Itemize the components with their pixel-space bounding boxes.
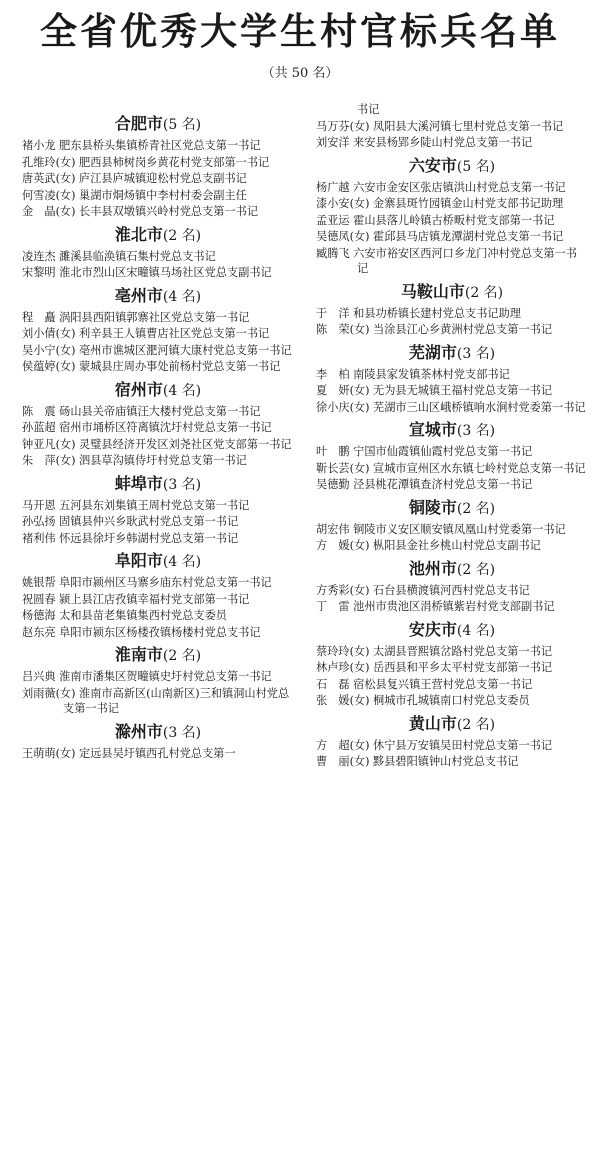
person-position: 巢湖市烔炀镇中李村村委会副主任 bbox=[79, 188, 247, 202]
city-name: 亳州市 bbox=[114, 285, 163, 305]
city-name: 六安市 bbox=[408, 155, 457, 175]
list-item bbox=[22, 592, 294, 608]
list-item bbox=[22, 686, 294, 717]
person-position: 泗县草沟镇侍圩村党总支第一书记 bbox=[79, 454, 247, 467]
person-position: 岳西县和平乡太平村党支部第一书记 bbox=[373, 661, 553, 674]
city-heading bbox=[22, 282, 294, 310]
person-name: 程 矗 bbox=[22, 310, 56, 324]
person-name: 方 媛(女) bbox=[316, 539, 370, 552]
list-item bbox=[316, 660, 588, 676]
person-position: 无为县无城镇王福村党总支第一书记 bbox=[373, 384, 553, 397]
list-item bbox=[316, 180, 588, 196]
person-name: 漆小安(女) bbox=[316, 197, 370, 210]
list-item bbox=[22, 437, 294, 453]
person-position: 肥东县桥头集镇桥青社区党总支第一书记 bbox=[59, 139, 261, 152]
person-name: 祝圆春 bbox=[22, 592, 56, 606]
person-name: 方秀彩(女) bbox=[316, 583, 370, 597]
person-position: 六安市裕安区西河口乡龙门冲村党总支第一书记 bbox=[353, 246, 577, 275]
city-heading bbox=[316, 278, 588, 306]
person-name: 陈 震 bbox=[22, 404, 56, 418]
list-item bbox=[22, 746, 294, 762]
city-count: (4 名) bbox=[456, 622, 496, 639]
person-name: 刘雨薇(女) bbox=[22, 686, 76, 700]
right-column bbox=[316, 102, 588, 771]
list-item bbox=[22, 608, 294, 624]
person-position: 金寨县斑竹园镇金山村党支部书记助理 bbox=[373, 197, 564, 210]
list-item bbox=[22, 531, 294, 547]
person-position: 五河县东刘集镇王周村党总支第一书记 bbox=[59, 498, 250, 512]
person-position: 定远县吴圩镇西孔村党总支第一 bbox=[79, 746, 236, 760]
person-name: 褚利伟 bbox=[22, 531, 56, 545]
city-count: (2 名) bbox=[456, 716, 496, 733]
person-position: 宿州市埇桥区符离镇沈圩村党总支第一书记 bbox=[59, 421, 272, 434]
person-position: 凤阳县大溪河镇七里村党总支第一书记 bbox=[373, 119, 564, 133]
person-position: 来安县杨郢乡陡山村党总支第一书记 bbox=[353, 136, 533, 149]
city-count: (3 名) bbox=[456, 345, 496, 362]
city-name: 宣城市 bbox=[408, 420, 457, 439]
list-item bbox=[22, 188, 294, 204]
person-name: 于 洋 bbox=[316, 306, 350, 320]
list-item bbox=[316, 599, 588, 615]
person-name: 侯蕴婷(女) bbox=[22, 360, 76, 373]
city-name: 安庆市 bbox=[408, 619, 457, 639]
person-name: 孙弘扬 bbox=[22, 515, 56, 528]
city-count: (2 名) bbox=[456, 561, 496, 578]
list-item bbox=[316, 229, 588, 245]
person-position: 庐江县庐城镇迎松村党总支副书记 bbox=[79, 172, 247, 185]
city-name: 芜湖市 bbox=[408, 342, 457, 362]
person-position: 石台县横渡镇河西村党总支书记 bbox=[373, 583, 530, 597]
person-position: 太和县苗老集镇集西村党总支委员 bbox=[59, 609, 227, 622]
list-item bbox=[316, 196, 588, 212]
person-position: 利辛县王人镇曹店社区党总支第一书记 bbox=[79, 327, 270, 340]
person-name: 马万芬(女) bbox=[316, 119, 370, 133]
person-name: 朱 萍(女) bbox=[22, 454, 76, 467]
city-heading bbox=[22, 221, 294, 249]
person-name: 唐英武(女) bbox=[22, 172, 76, 185]
person-name: 宋黎明 bbox=[22, 266, 56, 279]
list-item bbox=[316, 213, 588, 229]
city-count: (5 名) bbox=[456, 158, 496, 175]
left-column bbox=[22, 110, 294, 762]
city-name: 铜陵市 bbox=[408, 497, 457, 517]
city-count: (4 名) bbox=[162, 382, 202, 399]
person-position: 池州市贵池区涓桥镇紫岩村党支部副书记 bbox=[353, 600, 555, 613]
city-name: 阜阳市 bbox=[114, 551, 163, 570]
city-name: 滁州市 bbox=[114, 721, 163, 741]
list-item bbox=[316, 367, 588, 383]
person-name: 李 柏 bbox=[316, 367, 350, 381]
list-item bbox=[316, 644, 588, 660]
person-position: 霍邱县马店镇龙潭湖村党总支第一书记 bbox=[373, 230, 564, 243]
person-name: 何雪凌(女) bbox=[22, 188, 76, 202]
person-position: 阜阳市颍州区马寨乡庙东村党总支第一书记 bbox=[59, 576, 272, 589]
person-position: 涡阳县西阳镇郭寨社区党总支第一书记 bbox=[59, 310, 250, 324]
list-item bbox=[22, 155, 294, 171]
person-position: 濉溪县临涣镇石集村党总支书记 bbox=[59, 249, 216, 263]
person-position: 南陵县家发镇茶林村党支部书记 bbox=[353, 367, 510, 381]
city-heading bbox=[316, 339, 588, 367]
person-name: 胡宏伟 bbox=[316, 522, 350, 536]
list-item bbox=[316, 246, 588, 277]
person-position: 宿松县复兴镇王营村党总支第一书记 bbox=[353, 677, 533, 691]
list-item bbox=[316, 583, 588, 599]
list-item bbox=[316, 135, 588, 151]
list-item bbox=[22, 575, 294, 591]
person-name: 丁 雷 bbox=[316, 600, 350, 613]
list-item bbox=[22, 171, 294, 187]
city-count: (2 名) bbox=[456, 500, 496, 517]
city-count: (4 名) bbox=[162, 554, 202, 570]
city-heading bbox=[22, 110, 294, 138]
person-position: 桐城市孔城镇南口村党总支委员 bbox=[373, 694, 530, 707]
city-count: (2 名) bbox=[162, 648, 202, 664]
person-position: 宣城市宣州区水东镇七岭村党总支第一书记 bbox=[373, 461, 586, 475]
city-count: (3 名) bbox=[162, 476, 202, 493]
person-name: 方 超(女) bbox=[316, 738, 370, 752]
person-name: 王萌萌(女) bbox=[22, 746, 76, 760]
list-item bbox=[22, 359, 294, 375]
city-count: (4 名) bbox=[162, 288, 202, 305]
person-position: 六安市金安区张店镇洪山村党总支第一书记 bbox=[353, 180, 566, 194]
person-position: 阜阳市颍东区杨楼孜镇杨楼村党总支书记 bbox=[59, 625, 261, 639]
page-subtitle: （共 50 名） bbox=[261, 66, 339, 81]
list-item bbox=[316, 522, 588, 538]
list-item bbox=[316, 738, 588, 754]
city-name: 宿州市 bbox=[114, 379, 163, 399]
city-name: 蚌埠市 bbox=[114, 473, 163, 493]
page-title: 全省优秀大学生村官标兵名单 bbox=[40, 10, 560, 53]
person-name: 刘安洋 bbox=[316, 136, 350, 149]
city-heading bbox=[22, 718, 294, 746]
city-heading bbox=[316, 555, 588, 583]
person-position: 砀山县关帝庙镇汪大楼村党总支第一书记 bbox=[59, 404, 261, 418]
person-name: 杨广越 bbox=[316, 180, 350, 194]
city-name: 马鞍山市 bbox=[400, 281, 465, 301]
city-heading bbox=[316, 710, 588, 738]
person-name: 赵东亮 bbox=[22, 625, 56, 639]
person-position: 淮北市烈山区宋疃镇马场社区党总支副书记 bbox=[59, 266, 272, 279]
list-item bbox=[22, 625, 294, 641]
list-item bbox=[22, 669, 294, 685]
list-item bbox=[316, 322, 588, 338]
list-item bbox=[316, 306, 588, 322]
person-name: 靳长芸(女) bbox=[316, 461, 370, 475]
list-item bbox=[316, 461, 588, 477]
person-position: 淮南市高新区(山南新区)三和镇洞山村党总支第一书记 bbox=[63, 686, 290, 715]
person-position: 和县功桥镇长建村党总支书记助理 bbox=[353, 306, 521, 320]
person-name: 钟亚凡(女) bbox=[22, 437, 76, 451]
person-name: 陈 荣(女) bbox=[316, 323, 370, 336]
person-name: 刘小倩(女) bbox=[22, 327, 76, 340]
city-name: 淮南市 bbox=[114, 645, 163, 664]
person-position: 铜陵市义安区顺安镇凤凰山村党委第一书记 bbox=[353, 522, 566, 536]
person-position: 长丰县双墩镇兴岭村党总支第一书记 bbox=[79, 205, 259, 218]
person-position: 枞阳县金社乡桃山村党总支副书记 bbox=[373, 539, 541, 552]
list-item bbox=[22, 514, 294, 530]
city-name: 淮北市 bbox=[114, 224, 163, 244]
list-item bbox=[22, 404, 294, 420]
list-item bbox=[316, 677, 588, 693]
person-position: 泾县桃花潭镇查济村党总支第一书记 bbox=[353, 478, 533, 491]
person-name: 臧腾飞 bbox=[316, 246, 350, 260]
list-item bbox=[22, 453, 294, 469]
person-name: 叶 鹏 bbox=[316, 445, 350, 458]
person-name: 夏 妍(女) bbox=[316, 384, 370, 397]
person-name: 姚银帮 bbox=[22, 576, 56, 589]
person-position: 肥西县柿树岗乡黄花村党支部第一书记 bbox=[79, 155, 270, 169]
person-name: 孙蓝超 bbox=[22, 421, 56, 434]
person-position: 颍上县江店孜镇幸福村党支部第一书记 bbox=[59, 592, 250, 606]
person-name: 吴小宁(女) bbox=[22, 343, 76, 357]
city-heading bbox=[22, 641, 294, 669]
list-item bbox=[22, 498, 294, 514]
person-name: 凌连杰 bbox=[22, 249, 56, 263]
person-name: 林卢珍(女) bbox=[316, 661, 370, 674]
person-position: 太湖县晋熙镇岔路村党总支第一书记 bbox=[373, 644, 553, 658]
person-name: 吴德凤(女) bbox=[316, 230, 370, 243]
person-name: 蔡玲玲(女) bbox=[316, 644, 370, 658]
list-item bbox=[316, 383, 588, 399]
person-name: 石 磊 bbox=[316, 677, 350, 691]
city-name: 黄山市 bbox=[408, 713, 457, 733]
person-name: 马开恩 bbox=[22, 498, 56, 512]
list-item bbox=[316, 538, 588, 554]
person-name: 徐小庆(女) bbox=[316, 400, 370, 414]
person-position: 当涂县江心乡黄洲村党总支第一书记 bbox=[373, 323, 553, 336]
city-name: 池州市 bbox=[408, 558, 457, 578]
list-item bbox=[22, 343, 294, 359]
person-position: 休宁县万安镇吴田村党总支第一书记 bbox=[373, 738, 553, 752]
continued-text: 书记 bbox=[357, 103, 380, 116]
list-item bbox=[22, 204, 294, 220]
list-item bbox=[316, 400, 588, 416]
person-position: 怀远县徐圩乡韩湖村党总支第一书记 bbox=[59, 531, 239, 545]
person-position: 黟县碧阳镇钟山村党总支书记 bbox=[373, 755, 519, 768]
person-position: 淮南市潘集区贺疃镇史圩村党总支第一书记 bbox=[59, 670, 272, 683]
city-count: (2 名) bbox=[464, 284, 504, 301]
person-name: 张 媛(女) bbox=[316, 694, 370, 707]
city-name: 合肥市 bbox=[114, 114, 163, 133]
person-name: 孟亚运 bbox=[316, 213, 350, 227]
person-position: 芜湖市三山区峨桥镇响水涧村党委第一书记 bbox=[373, 400, 586, 414]
person-position: 蒙城县庄周办事处前杨村党总支第一书记 bbox=[79, 360, 281, 373]
person-name: 吕兴典 bbox=[22, 670, 56, 683]
list-item bbox=[22, 326, 294, 342]
person-name: 曹 丽(女) bbox=[316, 755, 370, 768]
city-count: (3 名) bbox=[162, 724, 202, 741]
city-heading bbox=[316, 494, 588, 522]
person-name: 孔维玲(女) bbox=[22, 155, 76, 169]
city-count: (5 名) bbox=[162, 117, 202, 133]
person-position: 宁国市仙霞镇仙霞村党总支第一书记 bbox=[353, 445, 533, 458]
city-heading bbox=[316, 416, 588, 444]
person-name: 褚小龙 bbox=[22, 139, 56, 152]
person-name: 吴德勤 bbox=[316, 478, 350, 491]
list-item bbox=[22, 138, 294, 154]
city-heading bbox=[22, 547, 294, 575]
list-item bbox=[22, 265, 294, 281]
city-heading bbox=[22, 470, 294, 498]
city-count: (2 名) bbox=[162, 227, 202, 244]
person-name: 金 晶(女) bbox=[22, 205, 76, 218]
list-item bbox=[316, 444, 588, 460]
city-heading bbox=[316, 152, 588, 180]
list-item bbox=[22, 249, 294, 265]
list-item bbox=[22, 310, 294, 326]
city-heading bbox=[22, 376, 294, 404]
person-position: 灵璧县经济开发区刘尧社区党支部第一书记 bbox=[79, 437, 292, 451]
list-item bbox=[316, 119, 588, 135]
person-position: 亳州市谯城区淝河镇大康村党总支第一书记 bbox=[79, 343, 292, 357]
city-heading bbox=[316, 616, 588, 644]
list-item bbox=[316, 754, 588, 770]
list-item bbox=[316, 693, 588, 709]
person-position: 固镇县仲兴乡耿武村党总支第一书记 bbox=[59, 515, 239, 528]
list-item bbox=[316, 477, 588, 493]
city-count: (3 名) bbox=[456, 423, 496, 439]
person-position: 霍山县落儿岭镇古桥畈村党支部第一书记 bbox=[353, 213, 555, 227]
person-name: 杨德海 bbox=[22, 609, 56, 622]
list-item bbox=[22, 420, 294, 436]
